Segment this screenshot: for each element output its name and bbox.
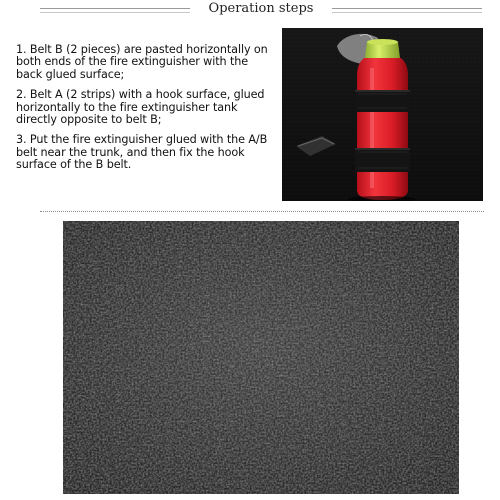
section-title: Operation steps [208,1,314,16]
header-rule-left [40,8,190,9]
instruction-list [16,44,274,180]
header-rule-right [332,8,482,9]
instruction-step-2: 2. Belt A (2 strips) with a hook surface, glued horizontally to the fire extinguisher tank directly opposite to belt B; [16,88,265,127]
fire-extinguisher-photo [282,28,483,201]
instruction-step-3: 3. Put the fire extinguisher glued with the A/B belt near the trunk, and then fix the hook surface of the B belt. [16,133,268,172]
instruction-step-1: 1. Belt B (2 pieces) are pasted horizontally on both ends of the fire extinguisher with the back glued surface; [16,43,268,81]
section-divider [40,211,484,212]
felt-texture-photo [63,221,459,494]
